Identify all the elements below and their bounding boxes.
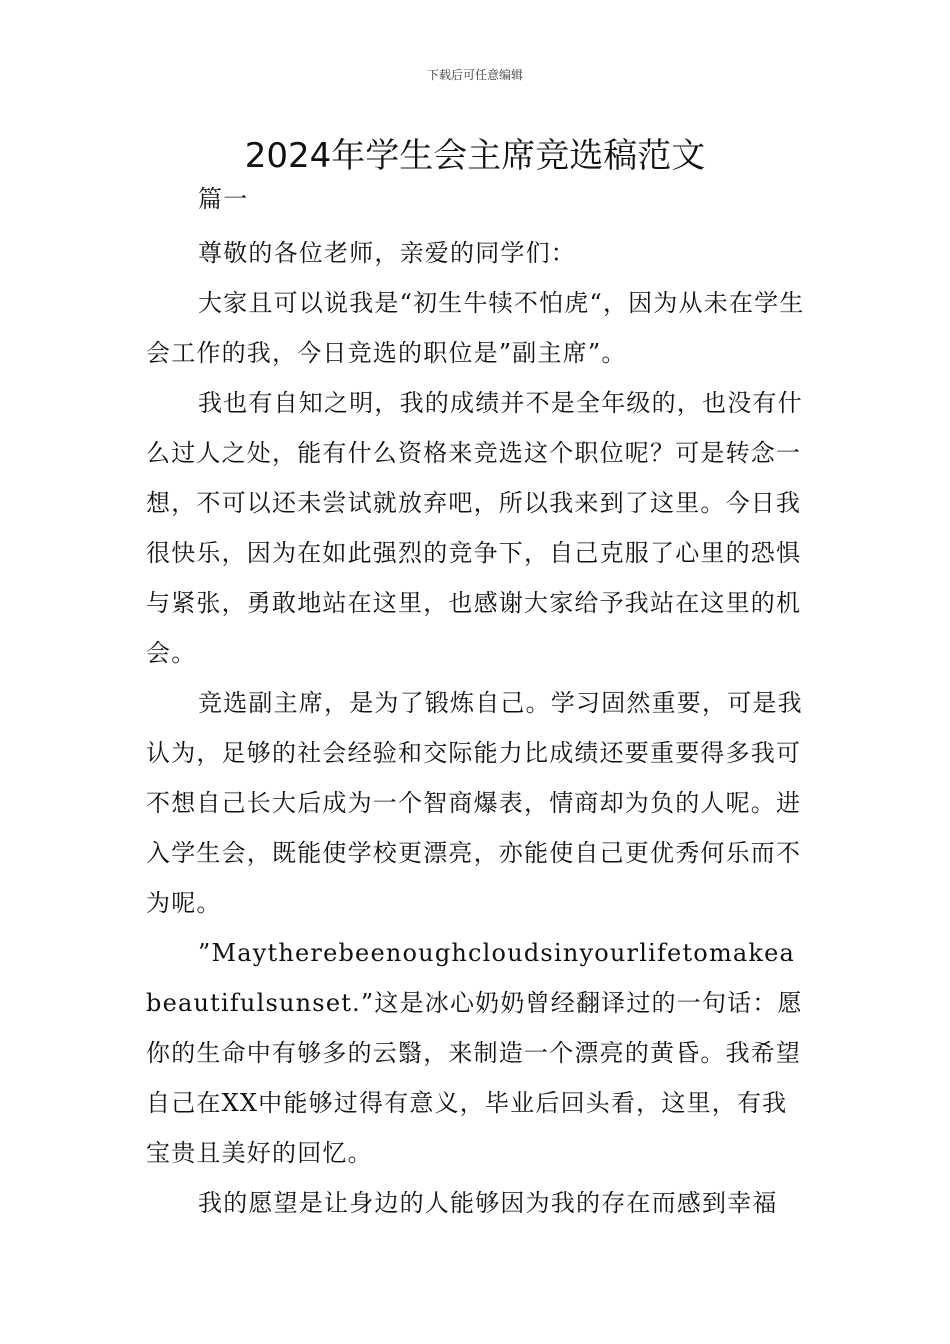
body-paragraph: ”Maytherebeenoughcloudsinyourlifetomakeabeautifulsunset.”这是冰心奶奶曾经翻译过的一句话：愿你的生命中有够多的云翳，来制造一个漂亮的黄昏。我希望自己在XX中能够过得有意义，毕业后回头看，这里，有我宝贵且美好的回忆。 — [146, 939, 803, 1167]
header-note: 下载后可任意编辑 — [426, 68, 523, 82]
salutation-paragraph: 尊敬的各位老师，亲爱的同学们： — [198, 239, 576, 267]
body-paragraph: 大家且可以说我是“初生牛犊不怕虎“，因为从未在学生会工作的我，今日竞选的职位是”副主席”。 — [146, 289, 805, 367]
body-paragraph: 竞选副主席，是为了锻炼自己。学习固然重要，可是我认为，足够的社会经验和交际能力比成绩还要重要得多我可不想自己长大后成为一个智商爆表，情商却为负的人呢。进入学生会，既能使学校更漂亮，亦能使自己更优秀何乐而不为呢。 — [146, 689, 803, 917]
section-label: 篇一 — [198, 185, 249, 213]
body-paragraph: 我也有自知之明，我的成绩并不是全年级的，也没有什么过人之处，能有什么资格来竞选这个职位呢？可是转念一想，不可以还未尝试就放弃吧，所以我来到了这里。今日我很快乐，因为在如此强烈的竞争下，自己克服了心里的恐惧与紧张，勇敢地站在这里，也感谢大家给予我站在这里的机会。 — [146, 389, 803, 667]
document-body — [146, 174, 810, 1228]
body-paragraph: 我的愿望是让身边的人能够因为我的存在而感到幸福 — [198, 1189, 778, 1217]
page-title: 2024年学生会主席竞选稿范文 — [244, 136, 706, 176]
